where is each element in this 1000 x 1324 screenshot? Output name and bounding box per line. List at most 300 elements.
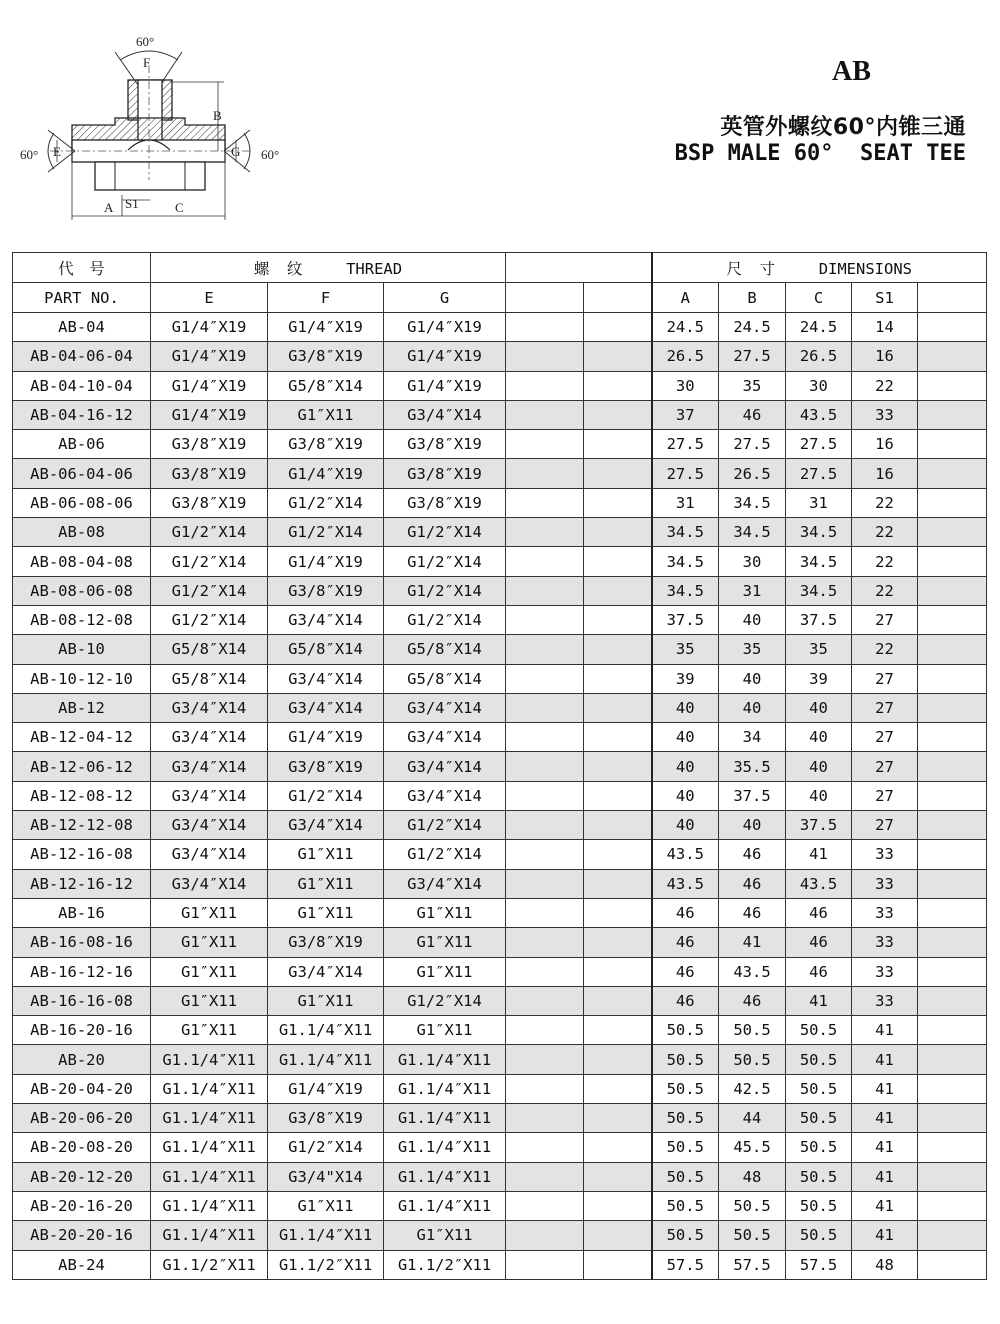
cell-g: G3/4″X14 bbox=[384, 400, 506, 429]
cell-c: 34.5 bbox=[786, 547, 852, 576]
cell-g: G1/2″X14 bbox=[384, 576, 506, 605]
cell-part: AB-08-12-08 bbox=[13, 605, 151, 634]
cell-blank bbox=[918, 488, 987, 517]
cell-blank bbox=[584, 1104, 652, 1133]
cell-c: 40 bbox=[786, 723, 852, 752]
cell-c: 37.5 bbox=[786, 605, 852, 634]
spec-table-body bbox=[13, 313, 987, 1280]
cell-blank bbox=[506, 400, 584, 429]
cell-a: 40 bbox=[652, 693, 719, 722]
cell-f: G3/4″X14 bbox=[268, 811, 384, 840]
cell-a: 40 bbox=[652, 752, 719, 781]
cell-g: G3/4″X14 bbox=[384, 869, 506, 898]
cell-blank bbox=[918, 781, 987, 810]
cell-f: G3/8″X19 bbox=[268, 752, 384, 781]
cell-a: 24.5 bbox=[652, 313, 719, 342]
cell-blank bbox=[506, 488, 584, 517]
table-row bbox=[13, 342, 987, 371]
cell-b: 48 bbox=[719, 1162, 786, 1191]
cell-b: 27.5 bbox=[719, 342, 786, 371]
cell-b: 35 bbox=[719, 371, 786, 400]
cell-a: 57.5 bbox=[652, 1250, 719, 1279]
cell-c: 41 bbox=[786, 986, 852, 1015]
cell-s1: 16 bbox=[852, 430, 918, 459]
cell-blank bbox=[584, 986, 652, 1015]
angle-top-label: 60° bbox=[136, 34, 155, 49]
cell-b: 50.5 bbox=[719, 1045, 786, 1074]
cell-b: 41 bbox=[719, 928, 786, 957]
cell-f: G1.1/4″X11 bbox=[268, 1045, 384, 1074]
cell-a: 50.5 bbox=[652, 1045, 719, 1074]
cell-a: 43.5 bbox=[652, 840, 719, 869]
thread-header bbox=[151, 253, 506, 283]
cell-blank bbox=[584, 957, 652, 986]
cell-blank bbox=[918, 957, 987, 986]
cell-part: AB-12-16-08 bbox=[13, 840, 151, 869]
table-row bbox=[13, 693, 987, 722]
blank-col-1 bbox=[506, 283, 584, 313]
cell-g: G1.1/4″X11 bbox=[384, 1074, 506, 1103]
cell-blank bbox=[506, 752, 584, 781]
cell-g: G1″X11 bbox=[384, 898, 506, 927]
cell-f: G1/4″X19 bbox=[268, 723, 384, 752]
cell-f: G1″X11 bbox=[268, 986, 384, 1015]
cell-b: 34 bbox=[719, 723, 786, 752]
cell-a: 34.5 bbox=[652, 576, 719, 605]
cell-blank bbox=[918, 1250, 987, 1279]
cell-part: AB-06 bbox=[13, 430, 151, 459]
cell-s1: 27 bbox=[852, 605, 918, 634]
cell-g: G1/4″X19 bbox=[384, 313, 506, 342]
cell-e: G1″X11 bbox=[151, 898, 268, 927]
cell-c: 50.5 bbox=[786, 1045, 852, 1074]
cell-g: G3/4″X14 bbox=[384, 781, 506, 810]
cell-part: AB-20-04-20 bbox=[13, 1074, 151, 1103]
cell-blank bbox=[506, 693, 584, 722]
cell-f: G3/8″X19 bbox=[268, 342, 384, 371]
table-row bbox=[13, 664, 987, 693]
cell-e: G3/4″X14 bbox=[151, 723, 268, 752]
cell-s1: 41 bbox=[852, 1045, 918, 1074]
cell-blank bbox=[918, 811, 987, 840]
cell-part: AB-20-20-16 bbox=[13, 1221, 151, 1250]
cell-s1: 16 bbox=[852, 459, 918, 488]
table-row bbox=[13, 313, 987, 342]
s1-label: S1 bbox=[125, 196, 139, 211]
cell-blank bbox=[584, 1133, 652, 1162]
cell-part: AB-06-08-06 bbox=[13, 488, 151, 517]
table-row bbox=[13, 488, 987, 517]
cell-e: G1.1/4″X11 bbox=[151, 1074, 268, 1103]
cell-e: G5/8″X14 bbox=[151, 664, 268, 693]
table-row bbox=[13, 781, 987, 810]
cell-s1: 33 bbox=[852, 840, 918, 869]
table-row bbox=[13, 957, 987, 986]
cell-blank bbox=[918, 518, 987, 547]
cell-blank bbox=[584, 1016, 652, 1045]
table-row bbox=[13, 430, 987, 459]
cell-g: G1/2″X14 bbox=[384, 547, 506, 576]
cell-blank bbox=[584, 781, 652, 810]
cell-blank bbox=[918, 928, 987, 957]
cell-e: G3/8″X19 bbox=[151, 430, 268, 459]
cell-blank bbox=[584, 693, 652, 722]
table-row bbox=[13, 1104, 987, 1133]
cell-e: G1/2″X14 bbox=[151, 605, 268, 634]
tee-fitting-diagram bbox=[10, 30, 310, 230]
cell-a: 50.5 bbox=[652, 1221, 719, 1250]
cell-e: G3/4″X14 bbox=[151, 869, 268, 898]
cell-a: 50.5 bbox=[652, 1191, 719, 1220]
cell-blank bbox=[918, 459, 987, 488]
cell-blank bbox=[506, 1162, 584, 1191]
cell-a: 50.5 bbox=[652, 1133, 719, 1162]
cell-part: AB-12-16-12 bbox=[13, 869, 151, 898]
cell-blank bbox=[506, 986, 584, 1015]
table-row bbox=[13, 811, 987, 840]
e-label: E bbox=[53, 144, 61, 159]
cell-blank bbox=[918, 1016, 987, 1045]
cell-a: 46 bbox=[652, 898, 719, 927]
dimensions-header-cn: 尺 寸 bbox=[726, 259, 776, 278]
cell-blank bbox=[918, 1133, 987, 1162]
cell-blank bbox=[918, 1162, 987, 1191]
cell-blank bbox=[918, 752, 987, 781]
cell-c: 50.5 bbox=[786, 1191, 852, 1220]
cell-blank bbox=[584, 1191, 652, 1220]
cell-part: AB-12-08-12 bbox=[13, 781, 151, 810]
cell-a: 34.5 bbox=[652, 518, 719, 547]
cell-c: 24.5 bbox=[786, 313, 852, 342]
cell-c: 40 bbox=[786, 693, 852, 722]
cell-e: G1/4″X19 bbox=[151, 400, 268, 429]
col-b-header: B bbox=[719, 283, 786, 313]
cell-a: 40 bbox=[652, 781, 719, 810]
cell-blank bbox=[506, 840, 584, 869]
cell-g: G1.1/4″X11 bbox=[384, 1133, 506, 1162]
cell-e: G3/4″X14 bbox=[151, 752, 268, 781]
cell-blank bbox=[584, 1250, 652, 1279]
cell-b: 24.5 bbox=[719, 313, 786, 342]
cell-blank bbox=[918, 576, 987, 605]
cell-g: G3/8″X19 bbox=[384, 430, 506, 459]
thread-header-cn: 螺 纹 bbox=[253, 259, 304, 278]
col-g-header: G bbox=[384, 283, 506, 313]
cell-b: 46 bbox=[719, 869, 786, 898]
cell-blank bbox=[506, 928, 584, 957]
cell-blank bbox=[584, 811, 652, 840]
cell-part: AB-24 bbox=[13, 1250, 151, 1279]
cell-f: G1.1/4″X11 bbox=[268, 1221, 384, 1250]
cell-f: G1″X11 bbox=[268, 869, 384, 898]
cell-blank bbox=[506, 313, 584, 342]
cell-blank bbox=[506, 1133, 584, 1162]
cell-f: G1″X11 bbox=[268, 1191, 384, 1220]
cell-part: AB-10 bbox=[13, 635, 151, 664]
cell-c: 46 bbox=[786, 957, 852, 986]
table-row bbox=[13, 605, 987, 634]
table-row bbox=[13, 898, 987, 927]
table-row bbox=[13, 576, 987, 605]
cell-blank bbox=[584, 1045, 652, 1074]
spec-table bbox=[12, 252, 987, 1280]
cell-b: 57.5 bbox=[719, 1250, 786, 1279]
cell-a: 37.5 bbox=[652, 605, 719, 634]
cell-g: G1″X11 bbox=[384, 957, 506, 986]
cell-blank bbox=[584, 518, 652, 547]
cell-b: 40 bbox=[719, 693, 786, 722]
blank-col-2 bbox=[584, 283, 652, 313]
cell-f: G3/8″X19 bbox=[268, 928, 384, 957]
cell-e: G3/4″X14 bbox=[151, 693, 268, 722]
cell-c: 43.5 bbox=[786, 869, 852, 898]
cell-part: AB-20-16-20 bbox=[13, 1191, 151, 1220]
cell-g: G1.1/2″X11 bbox=[384, 1250, 506, 1279]
cell-s1: 33 bbox=[852, 928, 918, 957]
cell-blank bbox=[584, 928, 652, 957]
blank-col-3 bbox=[918, 283, 987, 313]
cell-f: G3/8″X19 bbox=[268, 430, 384, 459]
cell-part: AB-16-12-16 bbox=[13, 957, 151, 986]
cell-blank bbox=[584, 840, 652, 869]
cell-b: 35.5 bbox=[719, 752, 786, 781]
cell-blank bbox=[584, 400, 652, 429]
cell-blank bbox=[918, 400, 987, 429]
cell-blank bbox=[506, 547, 584, 576]
cell-f: G1″X11 bbox=[268, 898, 384, 927]
cell-c: 41 bbox=[786, 840, 852, 869]
cell-c: 37.5 bbox=[786, 811, 852, 840]
cell-s1: 27 bbox=[852, 723, 918, 752]
cell-f: G3/4"X14 bbox=[268, 1162, 384, 1191]
cell-g: G1.1/4″X11 bbox=[384, 1162, 506, 1191]
cell-blank bbox=[918, 723, 987, 752]
cell-f: G3/4″X14 bbox=[268, 957, 384, 986]
cell-a: 50.5 bbox=[652, 1016, 719, 1045]
cell-s1: 27 bbox=[852, 781, 918, 810]
cell-blank bbox=[506, 1104, 584, 1133]
cell-c: 27.5 bbox=[786, 430, 852, 459]
cell-a: 40 bbox=[652, 723, 719, 752]
cell-e: G5/8″X14 bbox=[151, 635, 268, 664]
cell-blank bbox=[918, 898, 987, 927]
cell-blank bbox=[918, 1191, 987, 1220]
cell-e: G1″X11 bbox=[151, 986, 268, 1015]
cell-blank bbox=[918, 1221, 987, 1250]
cell-g: G1″X11 bbox=[384, 928, 506, 957]
cell-f: G3/4″X14 bbox=[268, 605, 384, 634]
cell-c: 30 bbox=[786, 371, 852, 400]
part-header-en: PART NO. bbox=[13, 283, 151, 313]
cell-a: 30 bbox=[652, 371, 719, 400]
cell-e: G1.1/4″X11 bbox=[151, 1045, 268, 1074]
cell-a: 26.5 bbox=[652, 342, 719, 371]
g-label: G bbox=[231, 144, 241, 159]
cell-a: 46 bbox=[652, 928, 719, 957]
cell-blank bbox=[918, 664, 987, 693]
cell-blank bbox=[584, 752, 652, 781]
cell-c: 35 bbox=[786, 635, 852, 664]
col-s1-header: S1 bbox=[852, 283, 918, 313]
cell-g: G3/4″X14 bbox=[384, 752, 506, 781]
col-a-header: A bbox=[652, 283, 719, 313]
cell-blank bbox=[584, 898, 652, 927]
cell-blank bbox=[918, 605, 987, 634]
cell-g: G1/2″X14 bbox=[384, 986, 506, 1015]
cell-s1: 41 bbox=[852, 1074, 918, 1103]
cell-c: 50.5 bbox=[786, 1016, 852, 1045]
cell-c: 26.5 bbox=[786, 342, 852, 371]
cell-c: 43.5 bbox=[786, 400, 852, 429]
cell-c: 50.5 bbox=[786, 1074, 852, 1103]
cell-blank bbox=[918, 547, 987, 576]
cell-f: G5/8″X14 bbox=[268, 635, 384, 664]
cell-blank bbox=[506, 1045, 584, 1074]
cell-g: G1.1/4″X11 bbox=[384, 1191, 506, 1220]
cell-s1: 22 bbox=[852, 576, 918, 605]
fitting-drawing bbox=[10, 30, 310, 230]
cell-s1: 27 bbox=[852, 752, 918, 781]
cell-s1: 22 bbox=[852, 488, 918, 517]
cell-a: 34.5 bbox=[652, 547, 719, 576]
cell-a: 31 bbox=[652, 488, 719, 517]
cell-s1: 41 bbox=[852, 1104, 918, 1133]
cell-b: 50.5 bbox=[719, 1016, 786, 1045]
cell-a: 39 bbox=[652, 664, 719, 693]
cell-b: 35 bbox=[719, 635, 786, 664]
cell-blank bbox=[584, 459, 652, 488]
cell-b: 44 bbox=[719, 1104, 786, 1133]
cell-blank bbox=[506, 430, 584, 459]
cell-blank bbox=[918, 371, 987, 400]
cell-e: G1″X11 bbox=[151, 1016, 268, 1045]
b-label: B bbox=[213, 108, 222, 123]
cell-part: AB-16-20-16 bbox=[13, 1016, 151, 1045]
cell-g: G3/8″X19 bbox=[384, 459, 506, 488]
cell-blank bbox=[584, 342, 652, 371]
cell-part: AB-12 bbox=[13, 693, 151, 722]
cell-part: AB-12-04-12 bbox=[13, 723, 151, 752]
cell-b: 40 bbox=[719, 664, 786, 693]
cell-s1: 41 bbox=[852, 1016, 918, 1045]
cell-e: G1″X11 bbox=[151, 928, 268, 957]
cell-a: 46 bbox=[652, 957, 719, 986]
cell-s1: 33 bbox=[852, 898, 918, 927]
table-row bbox=[13, 723, 987, 752]
header-row-2 bbox=[13, 283, 987, 313]
cell-e: G1.1/4″X11 bbox=[151, 1162, 268, 1191]
table-row bbox=[13, 518, 987, 547]
cell-f: G1″X11 bbox=[268, 400, 384, 429]
cell-e: G3/8″X19 bbox=[151, 488, 268, 517]
thread-header-en: THREAD bbox=[346, 259, 403, 278]
cell-s1: 16 bbox=[852, 342, 918, 371]
cell-e: G1.1/4″X11 bbox=[151, 1221, 268, 1250]
cell-blank bbox=[584, 371, 652, 400]
cell-blank bbox=[506, 811, 584, 840]
cell-a: 37 bbox=[652, 400, 719, 429]
product-title-cn: 英管外螺纹60°内锥三通 bbox=[720, 115, 966, 140]
cell-e: G1/2″X14 bbox=[151, 518, 268, 547]
cell-a: 40 bbox=[652, 811, 719, 840]
cell-c: 57.5 bbox=[786, 1250, 852, 1279]
cell-c: 50.5 bbox=[786, 1104, 852, 1133]
dimensions-header-en: DIMENSIONS bbox=[818, 259, 913, 278]
col-e-header: E bbox=[151, 283, 268, 313]
cell-g: G1/2″X14 bbox=[384, 518, 506, 547]
angle-left-label: 60° bbox=[20, 147, 39, 162]
table-row bbox=[13, 869, 987, 898]
cell-blank bbox=[584, 723, 652, 752]
cell-c: 46 bbox=[786, 898, 852, 927]
cell-blank bbox=[506, 635, 584, 664]
table-row bbox=[13, 752, 987, 781]
table-row bbox=[13, 1162, 987, 1191]
cell-s1: 27 bbox=[852, 664, 918, 693]
cell-s1: 22 bbox=[852, 635, 918, 664]
cell-blank bbox=[918, 635, 987, 664]
header-row-1 bbox=[13, 253, 987, 283]
col-f-header: F bbox=[268, 283, 384, 313]
cell-f: G1/2″X14 bbox=[268, 518, 384, 547]
cell-s1: 41 bbox=[852, 1162, 918, 1191]
cell-f: G3/8″X19 bbox=[268, 576, 384, 605]
cell-s1: 14 bbox=[852, 313, 918, 342]
cell-blank bbox=[506, 342, 584, 371]
table-row bbox=[13, 1250, 987, 1279]
cell-b: 34.5 bbox=[719, 488, 786, 517]
cell-e: G1″X11 bbox=[151, 957, 268, 986]
cell-g: G1/2″X14 bbox=[384, 840, 506, 869]
cell-blank bbox=[506, 869, 584, 898]
cell-e: G1/2″X14 bbox=[151, 576, 268, 605]
table-row bbox=[13, 547, 987, 576]
cell-s1: 33 bbox=[852, 869, 918, 898]
cell-b: 50.5 bbox=[719, 1191, 786, 1220]
table-row bbox=[13, 1191, 987, 1220]
cell-a: 46 bbox=[652, 986, 719, 1015]
cell-part: AB-04-10-04 bbox=[13, 371, 151, 400]
cell-e: G3/4″X14 bbox=[151, 811, 268, 840]
cell-b: 42.5 bbox=[719, 1074, 786, 1103]
cell-s1: 48 bbox=[852, 1250, 918, 1279]
cell-blank bbox=[506, 781, 584, 810]
cell-c: 27.5 bbox=[786, 459, 852, 488]
cell-blank bbox=[584, 635, 652, 664]
cell-c: 34.5 bbox=[786, 518, 852, 547]
cell-s1: 41 bbox=[852, 1133, 918, 1162]
cell-a: 35 bbox=[652, 635, 719, 664]
cell-blank bbox=[506, 605, 584, 634]
table-row bbox=[13, 840, 987, 869]
cell-e: G3/4″X14 bbox=[151, 840, 268, 869]
cell-blank bbox=[918, 313, 987, 342]
cell-blank bbox=[506, 723, 584, 752]
cell-e: G1.1/2″X11 bbox=[151, 1250, 268, 1279]
cell-blank bbox=[918, 1074, 987, 1103]
cell-f: G1.1/4″X11 bbox=[268, 1016, 384, 1045]
cell-g: G3/4″X14 bbox=[384, 693, 506, 722]
cell-f: G1/4″X19 bbox=[268, 459, 384, 488]
cell-blank bbox=[506, 1221, 584, 1250]
cell-b: 46 bbox=[719, 400, 786, 429]
cell-c: 46 bbox=[786, 928, 852, 957]
cell-blank bbox=[918, 430, 987, 459]
cell-part: AB-04-06-04 bbox=[13, 342, 151, 371]
table-row bbox=[13, 400, 987, 429]
table-row bbox=[13, 986, 987, 1015]
blank-header bbox=[506, 253, 652, 283]
